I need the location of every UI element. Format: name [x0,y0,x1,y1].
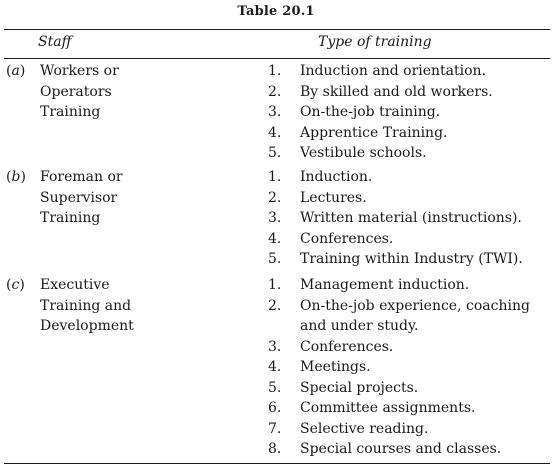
bottom-rule [4,463,550,464]
training-item [262,439,550,460]
training-item [262,123,550,144]
item-text: Committee assignments. [300,400,476,416]
training-item [262,143,550,164]
training-item [262,357,550,378]
staff-name: Executive Training and Development [40,277,134,334]
training-item [262,102,550,123]
item-text: Written material (instructions). [300,210,522,226]
item-text: Vestibule schools. [300,145,427,161]
item-text: Induction and orientation. [300,63,487,79]
group-letter-char: a [11,63,20,79]
group-letter: (b) [6,169,26,185]
staff-name: Workers or Operators Training [40,63,119,120]
item-number: 1. [268,63,282,79]
training-item [262,378,550,399]
staff-name: Foreman or Supervisor Training [40,169,123,226]
training-item [262,229,550,250]
header-rule [4,58,550,59]
training-list [262,61,550,164]
item-text: Selective reading. [300,420,429,437]
training-item [262,275,550,296]
training-list [262,167,550,270]
training-item [262,188,550,209]
item-number: 4. [268,359,282,375]
item-number: 2. [268,189,282,206]
item-text: Training within Industry (TWI). [300,251,523,267]
item-number: 5. [268,251,282,267]
training-item [262,61,550,82]
item-text: Special projects. [300,379,419,396]
item-number: 2. [268,297,282,314]
item-number: 5. [268,379,282,396]
group-letter-char: c [11,277,20,293]
item-text: On-the-job experience, coaching and under study. [300,297,530,334]
item-number: 8. [268,441,282,457]
table-title: Table 20.1 [237,4,315,19]
item-number: 3. [268,338,282,355]
item-text: Induction. [300,169,373,185]
training-item [262,337,550,358]
item-text: Conferences. [300,230,394,247]
item-number: 6. [268,400,282,416]
header-type-of-training: Type of training [318,34,432,50]
group-letter: (a) [6,63,26,79]
item-text: Meetings. [300,359,371,375]
training-item [262,167,550,188]
item-number: 3. [268,210,282,226]
training-item [262,208,550,229]
item-text: Special courses and classes. [300,441,502,457]
item-text: Apprentice Training. [300,124,448,141]
item-number: 5. [268,145,282,161]
item-number: 4. [268,124,282,141]
item-number: 4. [268,230,282,247]
group-letter: (c) [6,277,25,293]
item-text: Lectures. [300,189,367,206]
item-text: By skilled and old workers. [300,83,493,100]
training-item [262,82,550,103]
item-number: 2. [268,83,282,100]
training-item [262,296,550,337]
item-text: On-the-job training. [300,104,441,120]
training-item [262,419,550,440]
training-list [262,275,550,460]
item-number: 3. [268,104,282,120]
item-number: 1. [268,277,282,293]
top-rule [4,29,550,30]
item-text: Management induction. [300,277,470,293]
header-staff: Staff [38,34,72,50]
item-text: Conferences. [300,338,394,355]
training-item [262,249,550,270]
group-letter-char: b [11,169,21,185]
item-number: 1. [268,169,282,185]
item-number: 7. [268,420,282,437]
training-item [262,398,550,419]
